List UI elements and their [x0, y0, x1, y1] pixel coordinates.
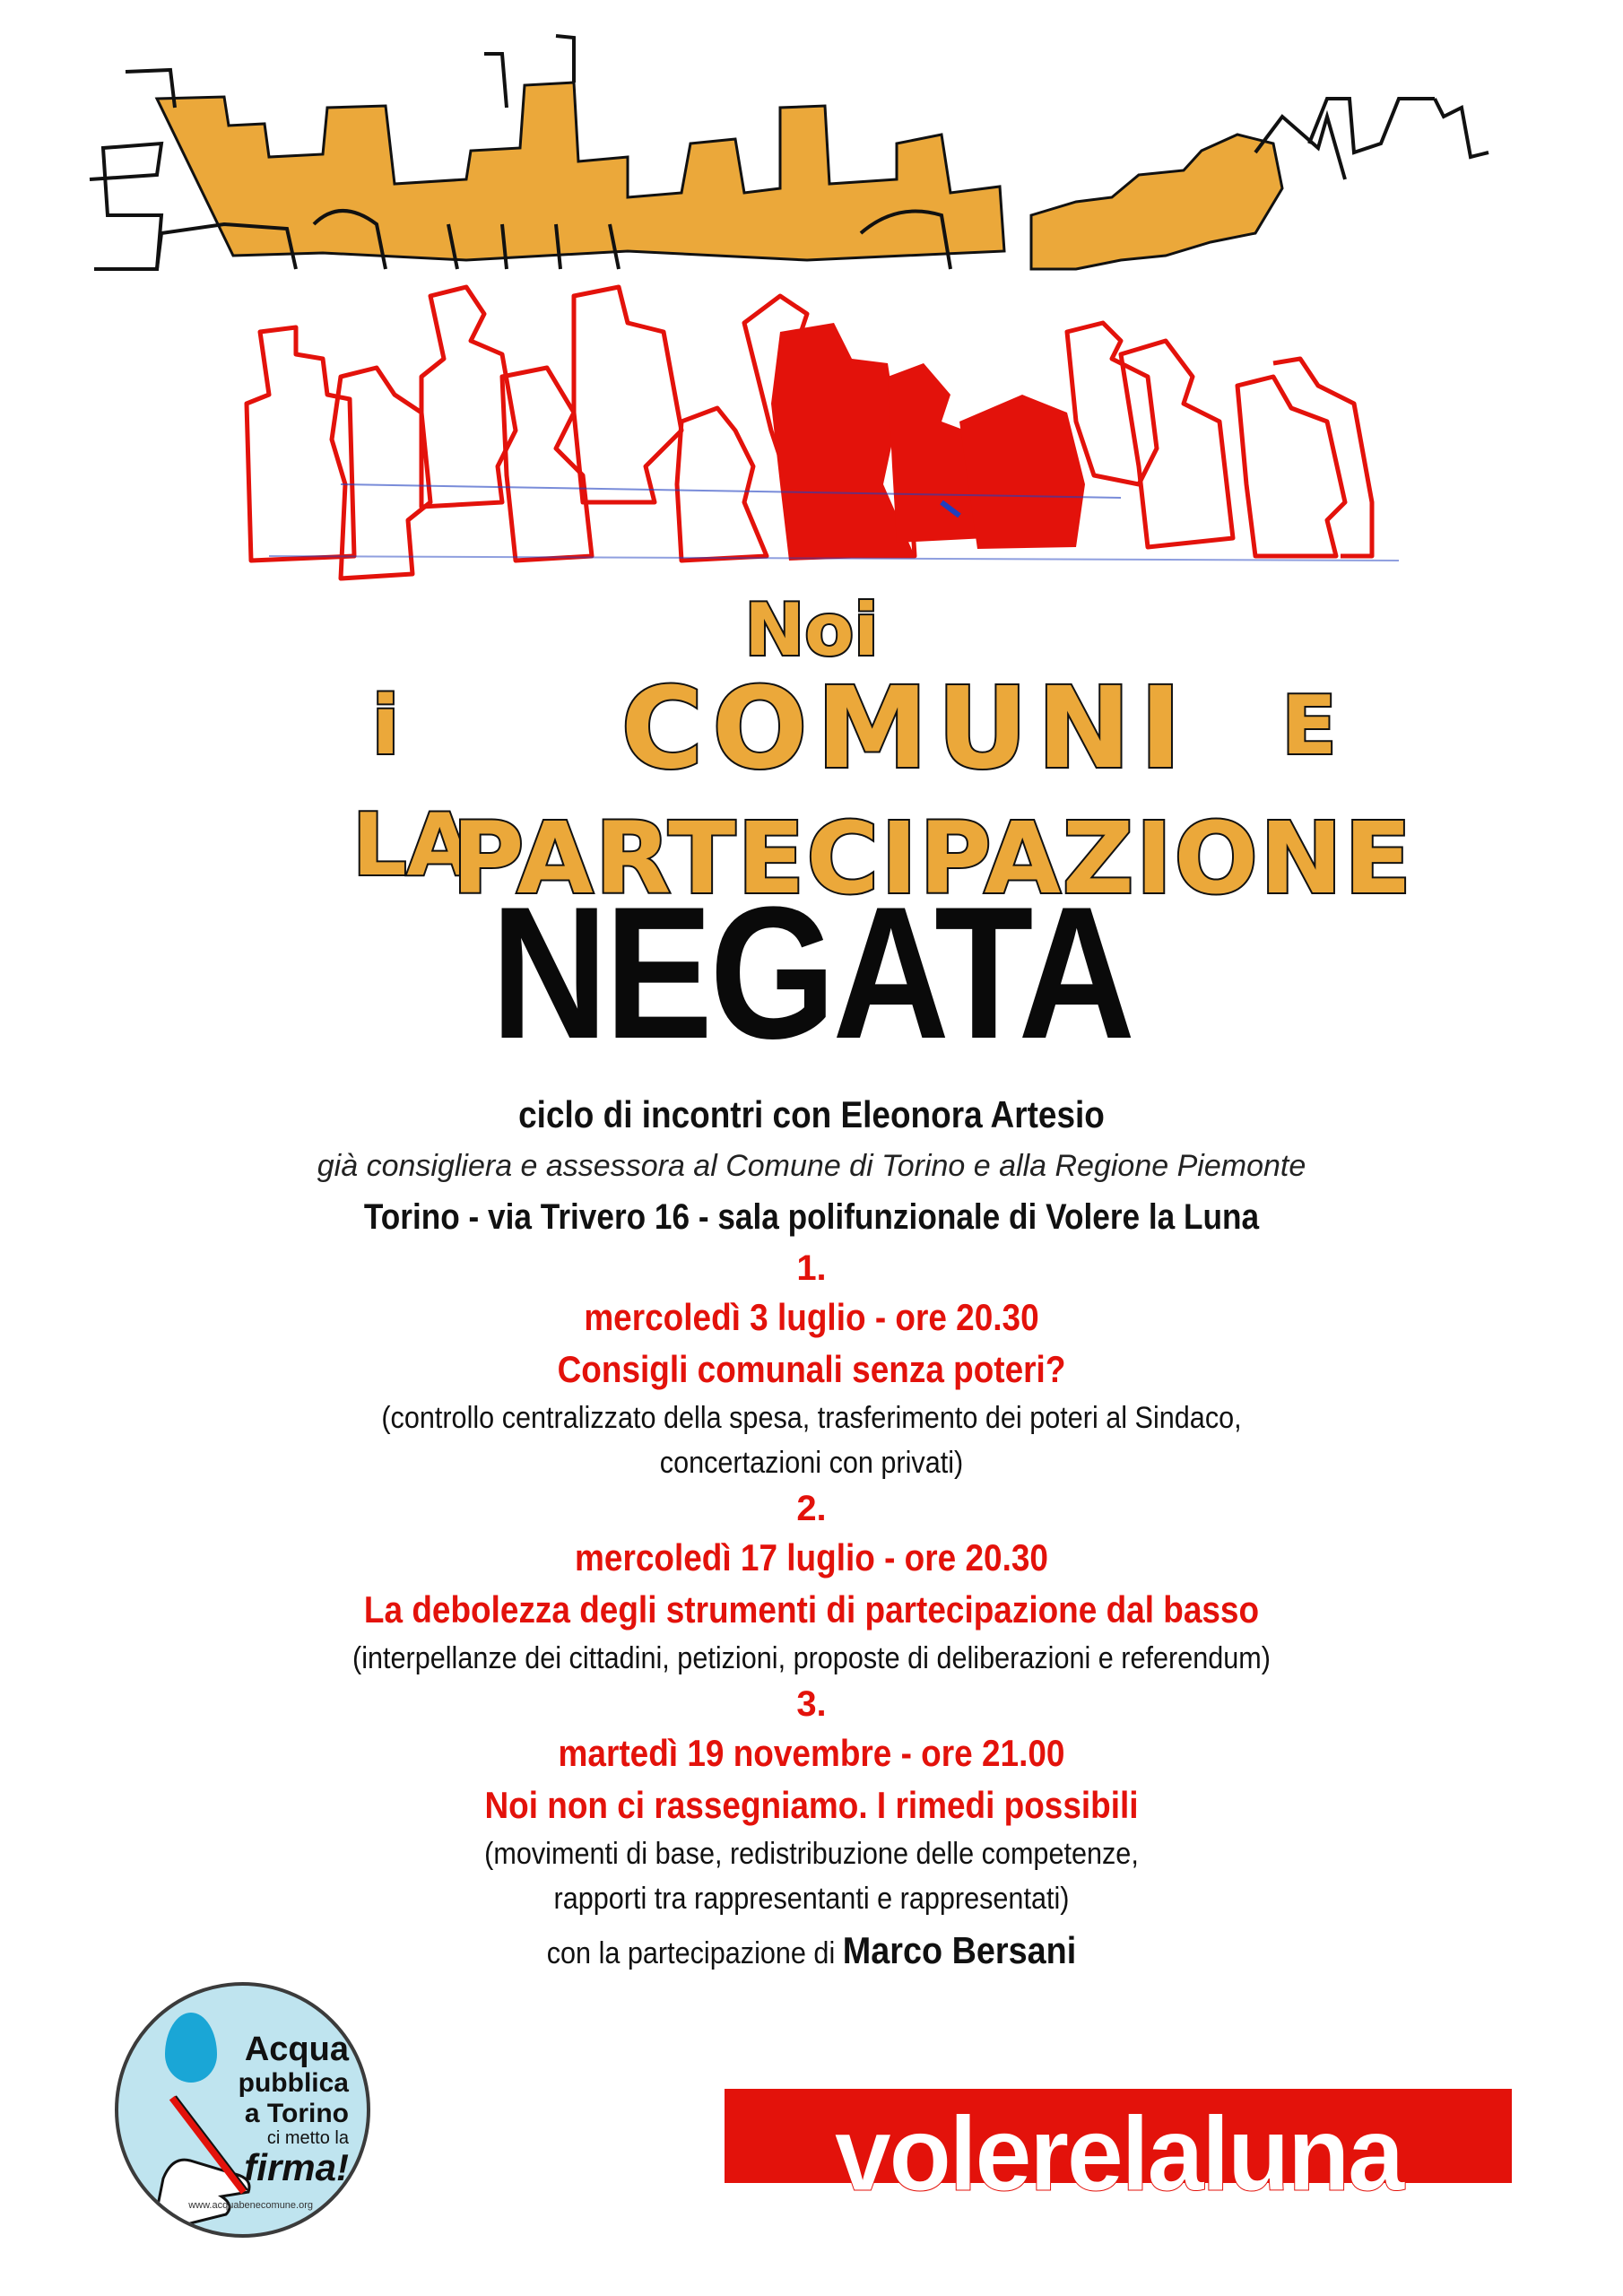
title-line-2-e: E — [1281, 679, 1337, 773]
meeting-description: rapporti tra rappresentanti e rappresentati) — [553, 1882, 1070, 1916]
title-line-2-i: i — [371, 679, 400, 773]
badge-line-3: a Torino — [244, 2099, 349, 2128]
meeting-description: (controllo centralizzato della spesa, trasferimento dei poteri al Sindaco, — [381, 1401, 1242, 1435]
series-title: ciclo di incontri con Eleonora Artesio — [518, 1093, 1105, 1135]
meeting-date: mercoledì 17 luglio - ore 20.30 — [575, 1536, 1048, 1578]
skyline-drawing — [90, 36, 1488, 269]
illustration — [0, 0, 1623, 951]
meeting-description: (movimenti di base, redistribuzione delle competenze, — [484, 1837, 1139, 1871]
volerelaluna-logo: volerelaluna — [834, 2095, 1402, 2213]
meeting-topic: Noi non ci rassegniamo. I rimedi possibili — [484, 1784, 1139, 1826]
badge-line-4: ci metto la — [266, 2128, 349, 2148]
meeting-date: martedì 19 novembre - ore 21.00 — [558, 1732, 1065, 1774]
meeting-2 — [0, 1485, 1623, 1681]
meeting-number: 2. — [796, 1489, 827, 1528]
speaker-role: già consigliera e assessora al Comune di Torino e alla Regione Piemonte — [317, 1149, 1306, 1183]
title-line-2-comuni: COMUNI — [621, 664, 1191, 794]
event-details — [0, 1087, 1623, 1983]
participation-line — [82, 1921, 1542, 1983]
meeting-1 — [0, 1245, 1623, 1485]
badge-line-5: firma! — [244, 2146, 349, 2188]
badge-url: www.acquabenecomune.org — [188, 2200, 313, 2211]
title-line-1: Noi — [744, 588, 879, 672]
meeting-date: mercoledì 3 luglio - ore 20.30 — [584, 1296, 1039, 1338]
meeting-description: concertazioni con privati) — [659, 1446, 964, 1480]
meeting-number: 3. — [796, 1684, 827, 1724]
acqua-pubblica-badge — [115, 1982, 370, 2238]
venue: Torino - via Trivero 16 - sala polifunzionale di Volere la Luna — [363, 1197, 1260, 1237]
title-line-3-partecipazione: PARTECIPAZIONE — [451, 801, 1414, 916]
participation-prefix: con la partecipazione di — [546, 1936, 836, 1970]
badge-line-2: pubblica — [238, 2068, 349, 2098]
meeting-3 — [0, 1681, 1623, 1921]
meeting-number: 1. — [796, 1248, 827, 1288]
meeting-description: (interpellanze dei cittadini, petizioni, proposte di deliberazioni e referendum) — [352, 1641, 1271, 1675]
crowd-filled-figures — [771, 323, 1085, 561]
title-line-3-la: LA — [352, 796, 473, 895]
badge-line-1: Acqua — [244, 2031, 349, 2068]
meeting-topic: La debolezza degli strumenti di partecipazione dal basso — [363, 1588, 1260, 1631]
meeting-topic: Consigli comunali senza poteri? — [557, 1348, 1066, 1390]
headline-negata: NEGATA — [490, 867, 1133, 1078]
guest-name: Marco Bersani — [842, 1929, 1077, 1971]
